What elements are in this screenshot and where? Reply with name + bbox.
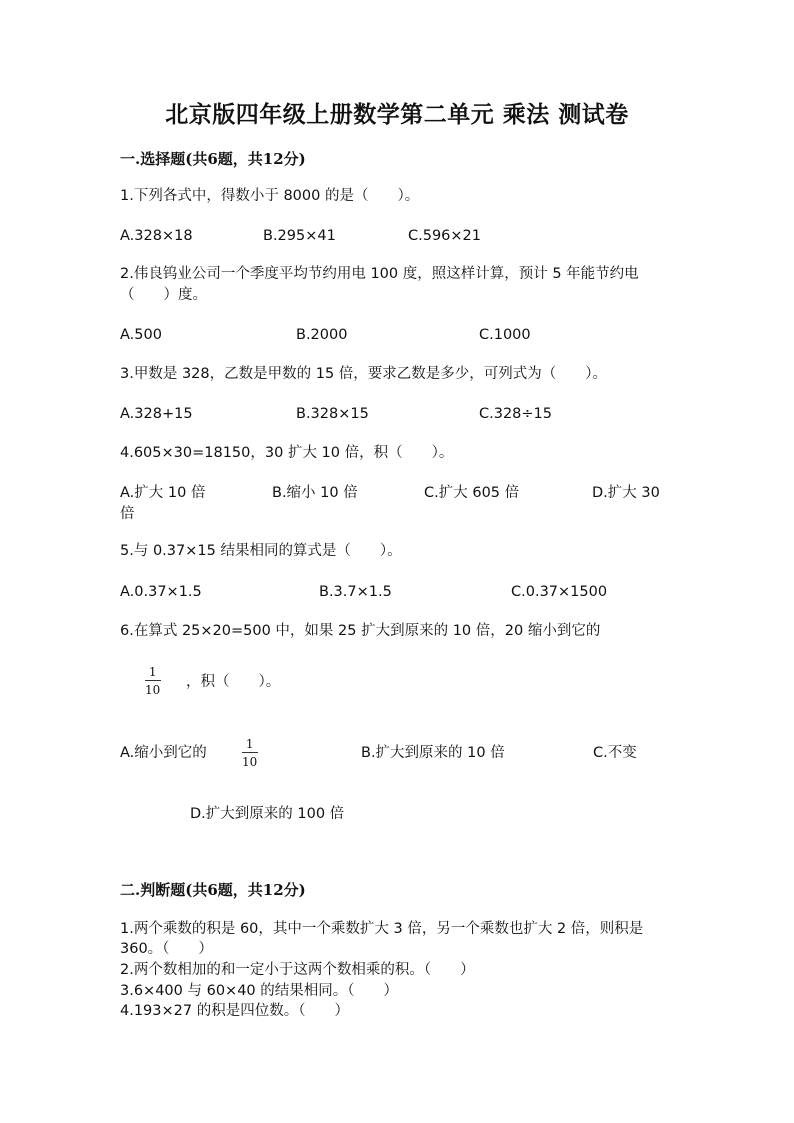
q6-fraction-denominator: 10 xyxy=(145,683,161,697)
judge-item-2: 2.两个数相加的和一定小于这两个数相乘的积。（ ） xyxy=(120,962,475,978)
q3-option-b: B.328×15 xyxy=(296,406,369,422)
question-3: 3.甲数是 328，乙数是甲数的 15 倍，要求乙数是多少，可列式为（ ）。 xyxy=(120,366,608,382)
q6-option-b: B.扩大到原来的 10 倍 xyxy=(361,745,505,761)
q6-option-c: C.不变 xyxy=(593,745,637,761)
q1-option-c: C.596×21 xyxy=(408,228,482,244)
q5-option-a: A.0.37×1.5 xyxy=(120,584,202,600)
q6-tail: ，积（ ）。 xyxy=(186,674,281,690)
q2-option-b: B.2000 xyxy=(296,327,348,343)
q6-option-d: D.扩大到原来的 100 倍 xyxy=(190,806,345,822)
q2-option-c: C.1000 xyxy=(479,327,531,343)
judge-item-3: 3.6×400 与 60×40 的结果相同。（ ） xyxy=(120,983,399,999)
judge-item-1: 1.两个乘数的积是 60，其中一个乘数扩大 3 倍，另一个乘数也扩大 2 倍，则积是 360。（ ） xyxy=(120,921,644,957)
q4-option-b: B.缩小 10 倍 xyxy=(272,485,358,501)
question-4: 4.605×30=18150，30 扩大 10 倍，积（ ）。 xyxy=(120,445,454,461)
q6-fraction-numerator: 1 xyxy=(148,665,157,679)
q6-option-a-fraction xyxy=(240,737,259,769)
question-1: 1.下列各式中，得数小于 8000 的是（ ）。 xyxy=(120,188,420,204)
q6-fraction-bar xyxy=(145,680,161,681)
q5-option-b: B.3.7×1.5 xyxy=(319,584,392,600)
q4-option-d: D.扩大 30 xyxy=(592,485,660,501)
section-heading-judgement: 二.判断题(共6题，共12分) xyxy=(120,881,306,899)
section-heading-choice: 一.选择题(共6题，共12分) xyxy=(120,150,306,168)
q4-option-a: A.扩大 10 倍 xyxy=(120,485,206,501)
q1-option-b: B.295×41 xyxy=(263,228,336,244)
question-5: 5.与 0.37×15 结果相同的算式是（ ）。 xyxy=(120,543,402,559)
question-6: 6.在算式 25×20=500 中，如果 25 扩大到原来的 10 倍，20 缩小到它的 xyxy=(120,623,601,639)
q6-option-fraction-denominator: 10 xyxy=(242,755,258,769)
q3-option-c: C.328÷15 xyxy=(479,406,553,422)
q6-option-fraction-numerator: 1 xyxy=(245,737,254,751)
judge-item-4: 4.193×27 的积是四位数。（ ） xyxy=(120,1003,349,1019)
q5-option-c: C.0.37×1500 xyxy=(511,584,608,600)
q4-option-d-wrap: 倍 xyxy=(120,506,135,522)
q4-option-c: C.扩大 605 倍 xyxy=(424,485,520,501)
q3-option-a: A.328+15 xyxy=(120,406,193,422)
q1-option-a: A.328×18 xyxy=(120,228,193,244)
q6-option-a: A.缩小到它的 xyxy=(120,745,207,761)
q6-option-fraction-bar xyxy=(242,752,258,753)
page-title: 北京版四年级上册数学第二单元 乘法 测试卷 xyxy=(165,101,629,128)
q2-option-a: A.500 xyxy=(120,327,162,343)
question-2: 2.伟良钨业公司一个季度平均节约用电 100 度，照这样计算，预计 5 年能节约电（ ）度。 xyxy=(120,266,639,303)
q6-fraction xyxy=(143,665,162,697)
